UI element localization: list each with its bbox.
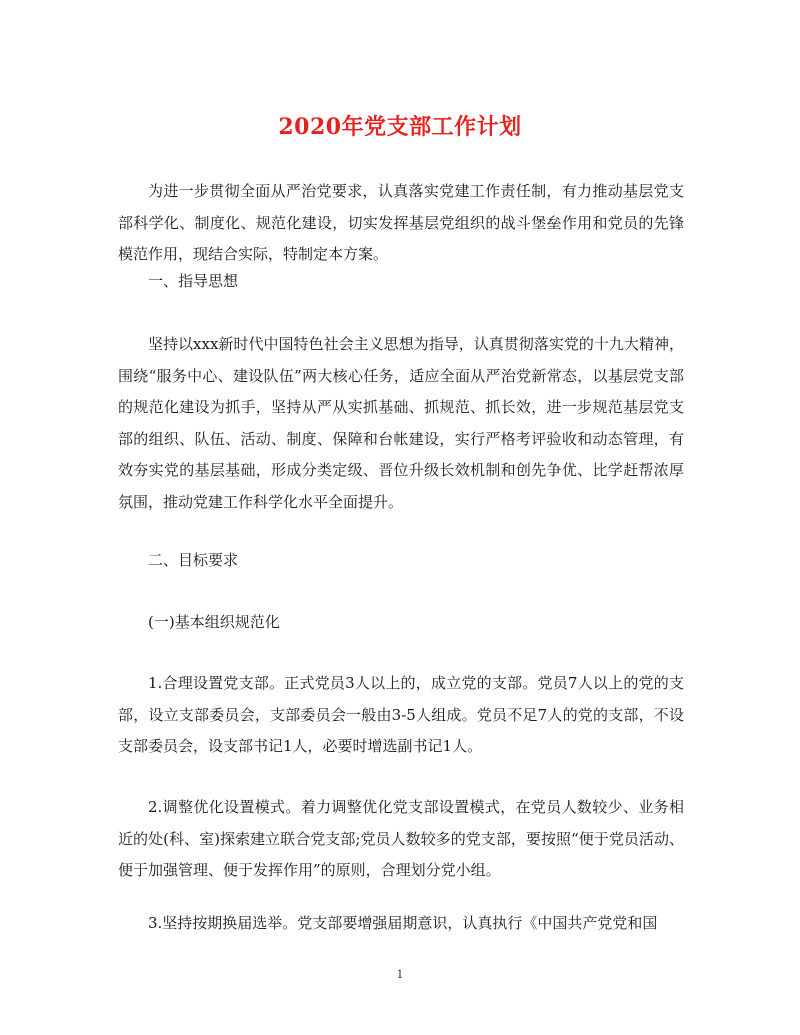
guiding-ideology-paragraph: 坚持以xxx新时代中国特色社会主义思想为指导，认真贯彻落实党的十九大精神，围绕“服务中心、建设队伍”两大核心任务，适应全面从严治党新常态，以基层党支部的规范化建设为抓手，坚持从严从实抓基础、抓规范、抓长效，进一步规范基层党支部的组织、队伍、活动、制度、保障和台帐建设，实行严格考评验收和动态管理，有效夯实党的基层基础，形成分类定级、晋位升级长效机制和创先争优、比学赶帮浓厚氛围，推动党建工作科学化水平全面提升。 [118, 335, 684, 511]
item-1-paragraph: 1.合理设置党支部。正式党员3人以上的，成立党的支部。党员7人以上的党的支部，设立支部委员会，支部委员会一般由3-5人组成。党员不足7人的党的支部，不设支部委员会，设支部书记1人，必要时增选副书记1人。 [118, 674, 684, 755]
subsection-heading-basic-organization: (一)基本组织规范化 [148, 613, 280, 631]
item-3-paragraph: 3.坚持按期换届选举。党支部要增强届期意识，认真执行《中国共产党党和国 [148, 914, 658, 932]
page-number: 1 [396, 968, 404, 981]
section-heading-goals: 二、目标要求 [148, 551, 239, 569]
document-title: 2020年党支部工作计划 [278, 114, 522, 140]
intro-paragraph: 为进一步贯彻全面从严治党要求，认真落实党建工作责任制，有力推动基层党支部科学化、制度化、规范化建设，切实发挥基层党组织的战斗堡垒作用和党员的先锋模范作用，现结合实际，特制定本方案。 [118, 182, 684, 263]
section-heading-guiding-ideology: 一、指导思想 [148, 272, 239, 290]
item-2-paragraph: 2.调整优化设置模式。着力调整优化党支部设置模式，在党员人数较少、业务相近的处(科、室)探索建立联合党支部;党员人数较多的党支部，要按照“便于党员活动、便于加强管理、便于发挥作用”的原则，合理划分党小组。 [118, 798, 684, 879]
